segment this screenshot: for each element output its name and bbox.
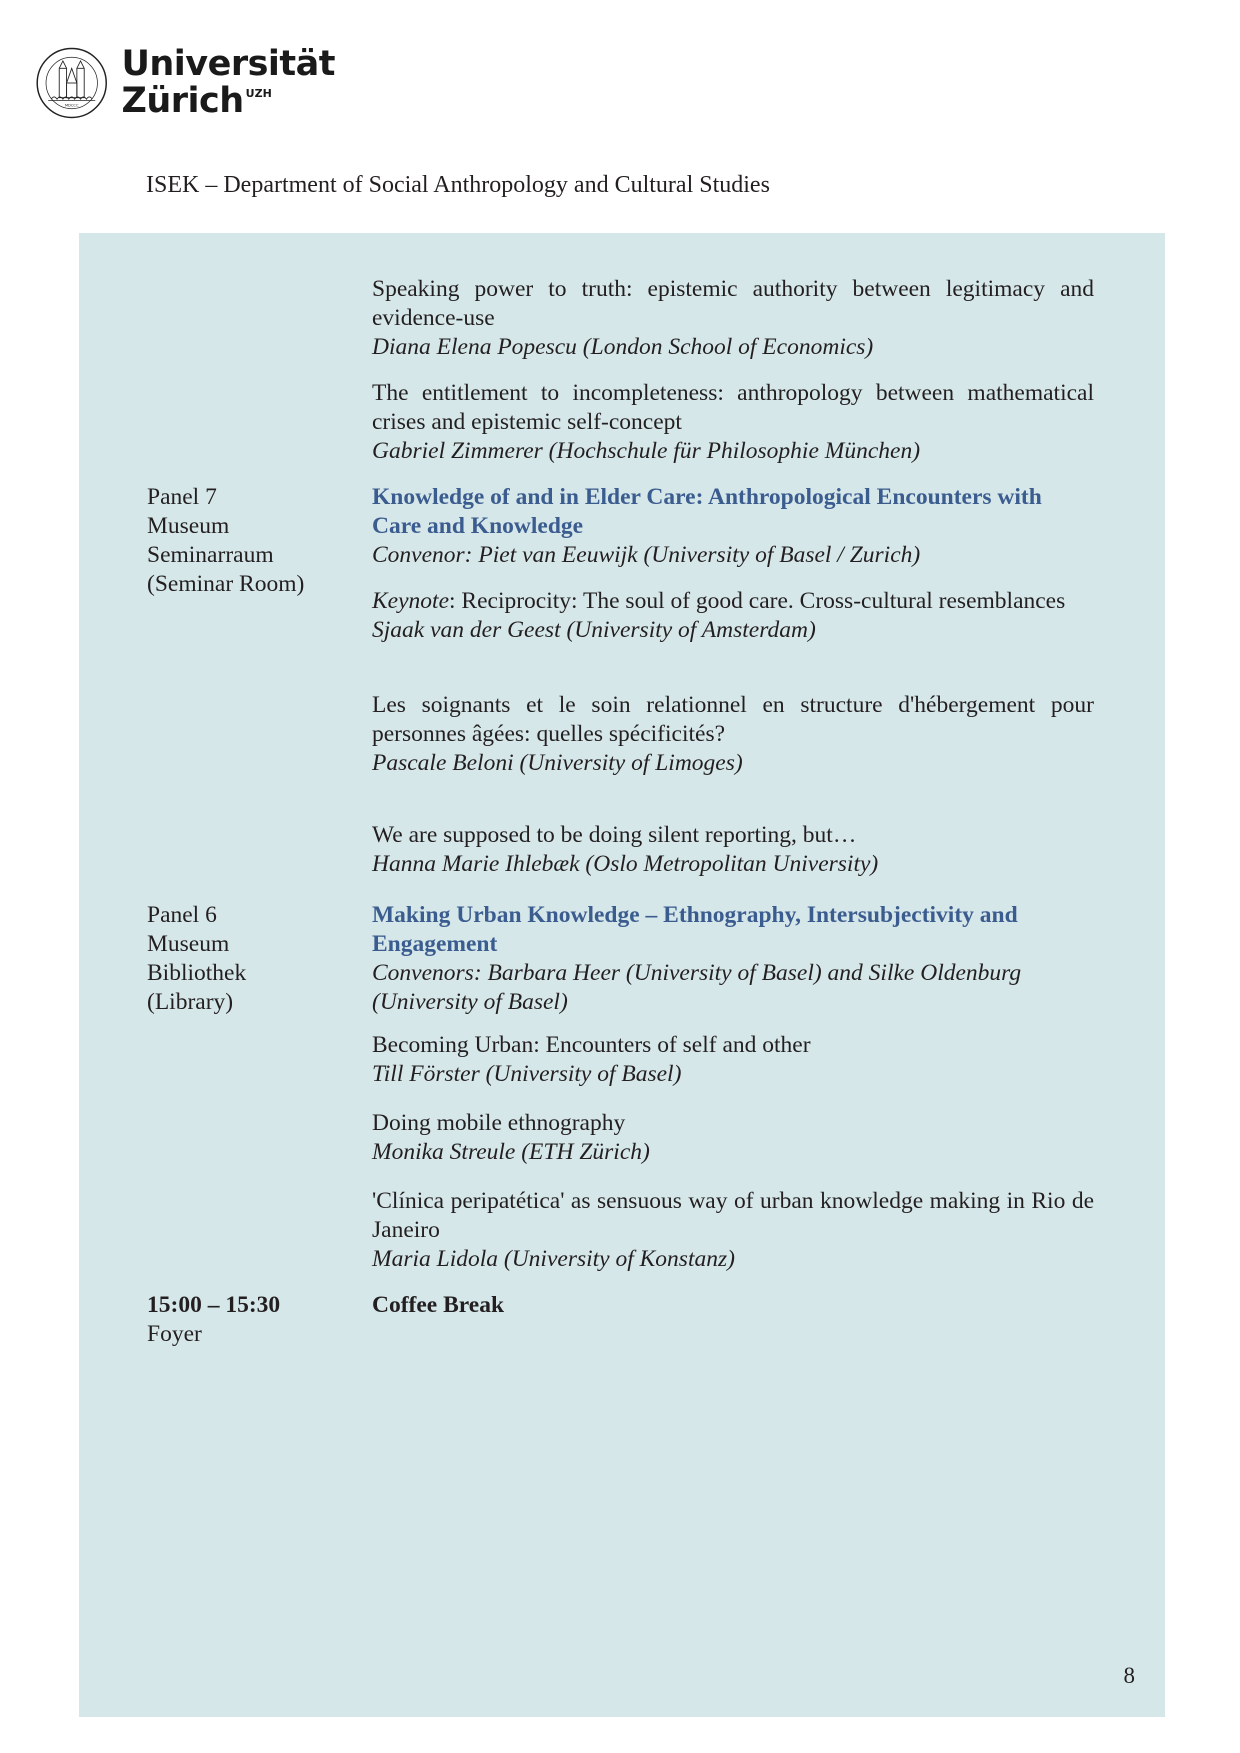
talk-title: Doing mobile ethnography <box>372 1110 626 1136</box>
panel6-header <box>372 901 1094 1017</box>
talk-author: Diana Elena Popescu (London School of Economics) <box>372 334 874 360</box>
break-time-location <box>147 1291 280 1349</box>
talk-title: Keynote: Reciprocity: The soul of good care. Cross-cultural resemblances <box>372 588 1066 614</box>
wordmark-line1: Universität <box>121 44 335 84</box>
talk-title: Les soignants et le soin relationnel en structure d'hébergement pour personnes âgées: quelles spécificités? <box>372 692 1094 747</box>
location-line: Museum <box>147 931 230 957</box>
talk-item <box>372 1187 1094 1274</box>
talk-title: 'Clínica peripatética' as sensuous way of urban knowledge making in Rio de Janeiro <box>372 1188 1094 1243</box>
talk-title: The entitlement to incompleteness: anthropology between mathematical crises and epistemic self-concept <box>372 380 1094 435</box>
panel-title: Making Urban Knowledge – Ethnography, Intersubjectivity and Engagement <box>372 902 1018 957</box>
break-title: Coffee Break <box>372 1292 505 1318</box>
panel-convenor: Convenor: Piet van Eeuwijk (University of Basel / Zurich) <box>372 542 921 568</box>
department-heading: ISEK – Department of Social Anthropology and Cultural Studies <box>146 172 770 198</box>
location-line: (Seminar Room) <box>147 571 305 597</box>
wordmark-uzh: UZH <box>245 87 272 100</box>
talk-author: Pascale Beloni (University of Limoges) <box>372 750 743 776</box>
talk-author: Monika Streule (ETH Zürich) <box>372 1139 650 1165</box>
talk-title: Speaking power to truth: epistemic authority between legitimacy and evidence-use <box>372 276 1094 331</box>
location-line: Bibliothek <box>147 960 247 986</box>
talk-item <box>372 821 1094 879</box>
talk-author: Maria Lidola (University of Konstanz) <box>372 1246 735 1272</box>
panel-label: Panel 7 <box>147 484 217 510</box>
talk-item <box>372 587 1094 645</box>
university-seal-icon <box>35 35 108 131</box>
location-line: Seminarraum <box>147 542 274 568</box>
panel-title: Knowledge of and in Elder Care: Anthropological Encounters with Care and Knowledge <box>372 484 1042 539</box>
talk-author: Till Förster (University of Basel) <box>372 1061 682 1087</box>
university-logo <box>35 33 335 133</box>
svg-text:MDCCC: MDCCC <box>64 103 79 108</box>
talk-item <box>372 1031 1094 1089</box>
keynote-label: Keynote <box>372 588 449 614</box>
talk-author: Gabriel Zimmerer (Hochschule für Philosophie München) <box>372 438 921 464</box>
wordmark-line2: Zürich $^{UZH}$ <box>121 81 272 121</box>
talk-item <box>372 1109 1094 1167</box>
break-location: Foyer <box>147 1321 202 1347</box>
page-number: 8 <box>1123 1663 1135 1688</box>
panel6-location <box>147 901 246 1017</box>
break-item <box>372 1291 1094 1320</box>
location-line: Museum <box>147 513 230 539</box>
panel-convenor: Convenors: Barbara Heer (University of Basel) and Silke Oldenburg (University of Basel) <box>372 960 1022 1015</box>
talk-author: Sjaak van der Geest (University of Amsterdam) <box>372 617 816 643</box>
panel7-location <box>147 483 304 599</box>
program-panel <box>79 233 1165 1717</box>
panel7-header <box>372 483 1094 570</box>
panel-label: Panel 6 <box>147 902 217 928</box>
break-time: 15:00 – 15:30 <box>147 1292 281 1318</box>
talk-title: Becoming Urban: Encounters of self and other <box>372 1032 811 1058</box>
talk-author: Hanna Marie Ihlebæk (Oslo Metropolitan University) <box>372 851 879 877</box>
university-wordmark <box>121 44 335 121</box>
talk-item <box>372 691 1094 778</box>
talk-item <box>372 275 1094 362</box>
talk-title: We are supposed to be doing silent reporting, but… <box>372 822 857 848</box>
talk-item <box>372 379 1094 466</box>
location-line: (Library) <box>147 989 234 1015</box>
